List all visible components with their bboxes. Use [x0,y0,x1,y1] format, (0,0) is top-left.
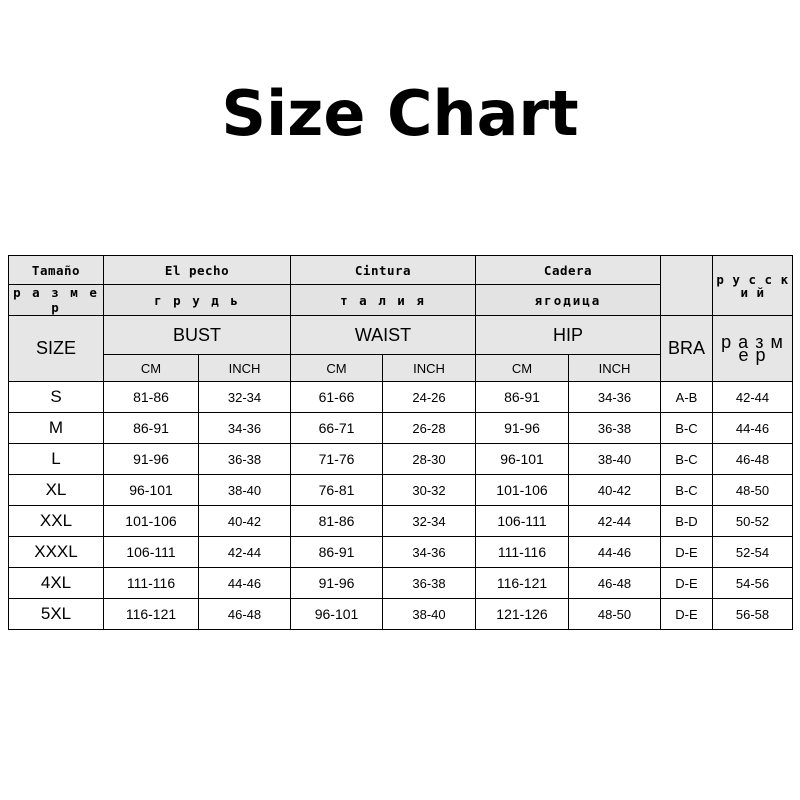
cell-bust-cm: 116-121 [104,599,199,630]
table-header-row-english [9,316,793,355]
header-hip-ru: ягодица [476,285,661,316]
cell-size: XXXL [9,537,104,568]
cell-waist-cm: 86-91 [291,537,383,568]
cell-bra: B-C [661,475,713,506]
cell-bust-inch: 34-36 [199,413,291,444]
cell-bra: B-C [661,413,713,444]
cell-hip-inch: 40-42 [569,475,661,506]
cell-waist-inch: 38-40 [383,599,476,630]
cell-size: XXL [9,506,104,537]
header-bra-en: BRA [661,316,713,382]
header-size-es: Tamaño [9,256,104,285]
cell-hip-inch: 48-50 [569,599,661,630]
cell-bust-cm: 106-111 [104,537,199,568]
cell-bust-cm: 91-96 [104,444,199,475]
header-waist-cm: CM [291,355,383,382]
cell-waist-cm: 76-81 [291,475,383,506]
header-waist-ru: т а л и я [291,285,476,316]
cell-hip-inch: 44-46 [569,537,661,568]
cell-waist-cm: 71-76 [291,444,383,475]
header-bra-spacer [661,256,713,316]
table-row [9,599,793,630]
cell-bust-inch: 44-46 [199,568,291,599]
cell-russian-size: 44-46 [713,413,793,444]
cell-hip-inch: 46-48 [569,568,661,599]
cell-bra: D-E [661,568,713,599]
cell-size: S [9,382,104,413]
cell-waist-cm: 61-66 [291,382,383,413]
cell-bra: D-E [661,537,713,568]
table-row [9,475,793,506]
cell-bust-inch: 46-48 [199,599,291,630]
cell-russian-size: 56-58 [713,599,793,630]
table-row [9,568,793,599]
cell-size: 4XL [9,568,104,599]
cell-waist-inch: 34-36 [383,537,476,568]
cell-waist-inch: 32-34 [383,506,476,537]
cell-size: L [9,444,104,475]
table-row [9,444,793,475]
cell-hip-cm: 111-116 [476,537,569,568]
cell-russian-size: 50-52 [713,506,793,537]
size-chart-table [8,255,793,630]
cell-hip-inch: 42-44 [569,506,661,537]
cell-bust-cm: 111-116 [104,568,199,599]
header-waist-inch: INCH [383,355,476,382]
cell-hip-cm: 116-121 [476,568,569,599]
cell-hip-inch: 38-40 [569,444,661,475]
cell-bust-inch: 42-44 [199,537,291,568]
page-title: Size Chart [221,77,579,150]
cell-hip-cm: 91-96 [476,413,569,444]
cell-hip-cm: 121-126 [476,599,569,630]
header-bust-inch: INCH [199,355,291,382]
cell-hip-inch: 34-36 [569,382,661,413]
table-row [9,382,793,413]
header-hip-es: Cadera [476,256,661,285]
header-waist-en: WAIST [291,316,476,355]
cell-waist-inch: 36-38 [383,568,476,599]
header-size-ru: р а з м е р [9,285,104,316]
cell-russian-size: 54-56 [713,568,793,599]
cell-waist-cm: 91-96 [291,568,383,599]
size-chart-table-wrapper [8,255,792,630]
header-waist-es: Cintura [291,256,476,285]
cell-bra: D-E [661,599,713,630]
table-row [9,506,793,537]
cell-bust-cm: 101-106 [104,506,199,537]
table-row [9,413,793,444]
header-hip-cm: CM [476,355,569,382]
cell-waist-cm: 81-86 [291,506,383,537]
cell-bra: B-D [661,506,713,537]
cell-waist-cm: 66-71 [291,413,383,444]
header-hip-inch: INCH [569,355,661,382]
cell-hip-cm: 106-111 [476,506,569,537]
header-russian-bottom: р а з м е р [713,316,793,382]
header-size-en: SIZE [9,316,104,382]
cell-size: 5XL [9,599,104,630]
cell-waist-cm: 96-101 [291,599,383,630]
header-bust-cm: CM [104,355,199,382]
header-hip-en: HIP [476,316,661,355]
header-bust-es: El pecho [104,256,291,285]
header-bust-ru: г р у д ь [104,285,291,316]
cell-size: M [9,413,104,444]
cell-hip-cm: 86-91 [476,382,569,413]
cell-bust-cm: 96-101 [104,475,199,506]
cell-waist-inch: 30-32 [383,475,476,506]
cell-waist-inch: 28-30 [383,444,476,475]
cell-russian-size: 52-54 [713,537,793,568]
cell-bust-inch: 32-34 [199,382,291,413]
cell-hip-cm: 96-101 [476,444,569,475]
cell-bra: B-C [661,444,713,475]
header-russian-top: р у с с к и й [713,256,793,316]
cell-size: XL [9,475,104,506]
table-row [9,537,793,568]
cell-bust-inch: 40-42 [199,506,291,537]
cell-russian-size: 46-48 [713,444,793,475]
cell-russian-size: 48-50 [713,475,793,506]
cell-bust-inch: 38-40 [199,475,291,506]
cell-waist-inch: 24-26 [383,382,476,413]
cell-bust-cm: 86-91 [104,413,199,444]
cell-bust-inch: 36-38 [199,444,291,475]
cell-hip-cm: 101-106 [476,475,569,506]
cell-hip-inch: 36-38 [569,413,661,444]
cell-bra: A-B [661,382,713,413]
cell-russian-size: 42-44 [713,382,793,413]
cell-bust-cm: 81-86 [104,382,199,413]
cell-waist-inch: 26-28 [383,413,476,444]
header-bust-en: BUST [104,316,291,355]
table-header-row-spanish [9,256,793,285]
